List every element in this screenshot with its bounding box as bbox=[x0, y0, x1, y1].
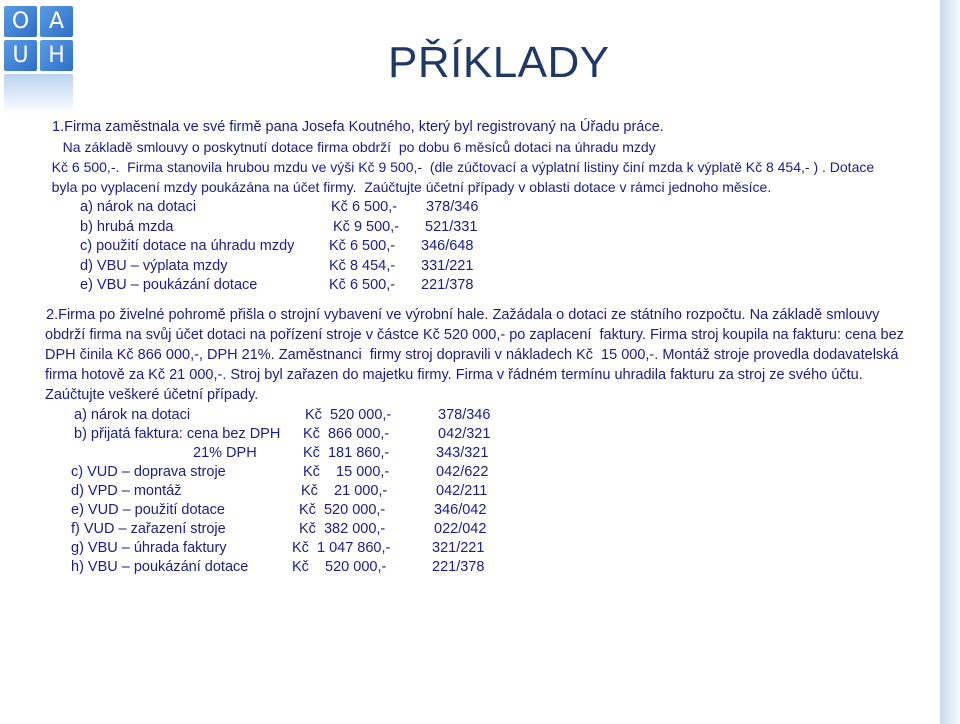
example-2-line: 2.Firma po živelné pohromě přišla o strojní vybavení ve výrobní hale. Zažádala o dotaci ze státního rozpočtu. Na základě smlouvy bbox=[46, 306, 880, 323]
example-2-line: firma hotově za Kč 21 000,-. Stroj byl zařazen do majetku firmy. Firma v řádném termínu uhradila fakturu za stroj ze svého účtu. bbox=[45, 366, 863, 383]
posting-amount: Kč 6 500,- bbox=[329, 277, 396, 293]
posting-row bbox=[40, 557, 940, 576]
posting-label: h) VBU – poukázání dotace bbox=[71, 558, 249, 575]
posting-row bbox=[40, 443, 940, 462]
posting-account: 378/346 bbox=[438, 406, 491, 423]
posting-amount: Kč 8 454,- bbox=[329, 257, 396, 274]
posting-amount: Kč 21 000,- bbox=[301, 482, 388, 499]
example-1-line: Kč 6 500,-. Firma stanovila hrubou mzdu ve výši Kč 9 500,- (dle zúčtovací a výplatní listiny činí mzda k výplatě Kč 8 454,- ) . Dotace bbox=[40, 159, 875, 175]
logo-letter-a: A bbox=[40, 6, 73, 37]
posting-label: e) VBU – poukázání dotace bbox=[80, 277, 258, 293]
posting-label: b) přijatá faktura: cena bez DPH bbox=[74, 425, 281, 442]
posting-label: a) nárok na dotaci bbox=[80, 199, 197, 215]
posting-row bbox=[40, 462, 940, 481]
posting-account: 042/211 bbox=[436, 482, 488, 499]
logo-letter-u: U bbox=[4, 40, 37, 71]
posting-account: 042/321 bbox=[438, 425, 491, 442]
posting-account: 378/346 bbox=[426, 199, 479, 215]
posting-row bbox=[40, 256, 940, 276]
posting-label: c) VUD – doprava stroje bbox=[71, 463, 226, 480]
example-1-line: byla po vyplacení mzdy poukázána na účet firmy. Zaúčtujte účetní případy v oblasti dotace v rámci jednoho měsíce. bbox=[40, 179, 772, 195]
logo-letter-h: H bbox=[40, 40, 73, 71]
posting-row bbox=[40, 519, 940, 538]
posting-amount: Kč 520 000,- bbox=[299, 501, 386, 518]
posting-row bbox=[40, 275, 940, 295]
posting-row bbox=[40, 481, 940, 500]
posting-label: 21% DPH bbox=[193, 444, 257, 461]
posting-label: b) hrubá mzda bbox=[80, 218, 174, 235]
posting-account: 521/331 bbox=[425, 218, 478, 235]
posting-amount: Kč 382 000,- bbox=[299, 520, 386, 537]
posting-label: f) VUD – zařazení stroje bbox=[71, 520, 226, 537]
posting-account: 343/321 bbox=[436, 444, 489, 461]
posting-row bbox=[40, 197, 940, 217]
posting-label: d) VBU – výplata mzdy bbox=[80, 257, 228, 274]
example-2-line: DPH činila Kč 866 000,-, DPH 21%. Zaměstnanci firmy stroj dopravili v nákladech Kč 15 000,-. Montáž stroje provedla dodavatelská bbox=[45, 346, 899, 363]
posting-account: 022/042 bbox=[434, 520, 487, 537]
posting-amount: Kč 6 500,- bbox=[331, 199, 398, 215]
posting-label: g) VBU – úhrada faktury bbox=[71, 539, 227, 556]
posting-amount: Kč 866 000,- bbox=[303, 425, 390, 442]
posting-amount: Kč 15 000,- bbox=[303, 463, 390, 480]
example-2-line: obdrží firma na svůj účet dotaci na pořízení stroje v částce Kč 520 000,- po zaplacení faktury. Firma stroj koupila na fakturu: cena bez bbox=[45, 326, 904, 343]
example-1 bbox=[40, 117, 940, 295]
posting-label: e) VUD – použití dotace bbox=[71, 501, 225, 518]
posting-row bbox=[40, 405, 940, 424]
posting-amount: Kč 520 000,- bbox=[292, 558, 387, 575]
posting-amount: Kč 9 500,- bbox=[333, 218, 400, 235]
posting-row bbox=[40, 236, 940, 256]
posting-account: 221/378 bbox=[432, 558, 485, 575]
example-2-line: Zaúčtujte veškeré účetní případy. bbox=[45, 386, 259, 403]
posting-label: c) použití dotace na úhradu mzdy bbox=[80, 238, 295, 254]
posting-account: 042/622 bbox=[436, 463, 489, 480]
logo-letter-o: O bbox=[4, 6, 37, 37]
posting-row bbox=[40, 500, 940, 519]
posting-account: 331/221 bbox=[421, 257, 474, 274]
posting-account: 221/378 bbox=[421, 277, 474, 293]
posting-row bbox=[40, 217, 940, 237]
posting-amount: Kč 1 047 860,- bbox=[292, 539, 391, 556]
example-2 bbox=[40, 305, 940, 576]
oauh-logo bbox=[4, 6, 76, 124]
slide-title: PŘÍKLADY bbox=[388, 38, 610, 87]
example-1-line: Na základě smlouvy o poskytnutí dotace firma obdrží po dobu 6 měsíců dotaci na úhradu mzdy bbox=[51, 139, 656, 155]
slide-content bbox=[40, 117, 940, 576]
posting-amount: Kč 6 500,- bbox=[329, 238, 396, 254]
posting-amount: Kč 181 860,- bbox=[303, 444, 390, 461]
posting-row bbox=[40, 538, 940, 557]
slide-edge-stripe bbox=[940, 0, 960, 724]
posting-amount: Kč 520 000,- bbox=[305, 406, 392, 423]
posting-row bbox=[40, 424, 940, 443]
logo-reflection bbox=[4, 74, 73, 114]
posting-account: 321/221 bbox=[432, 539, 485, 556]
posting-label: a) nárok na dotaci bbox=[74, 406, 191, 423]
posting-account: 346/042 bbox=[434, 501, 487, 518]
posting-account: 346/648 bbox=[421, 238, 474, 254]
example-1-line: 1.Firma zaměstnala ve své firmě pana Josefa Koutného, který byl registrovaný na Úřadu práce. bbox=[52, 119, 664, 135]
posting-label: d) VPD – montáž bbox=[71, 482, 182, 499]
